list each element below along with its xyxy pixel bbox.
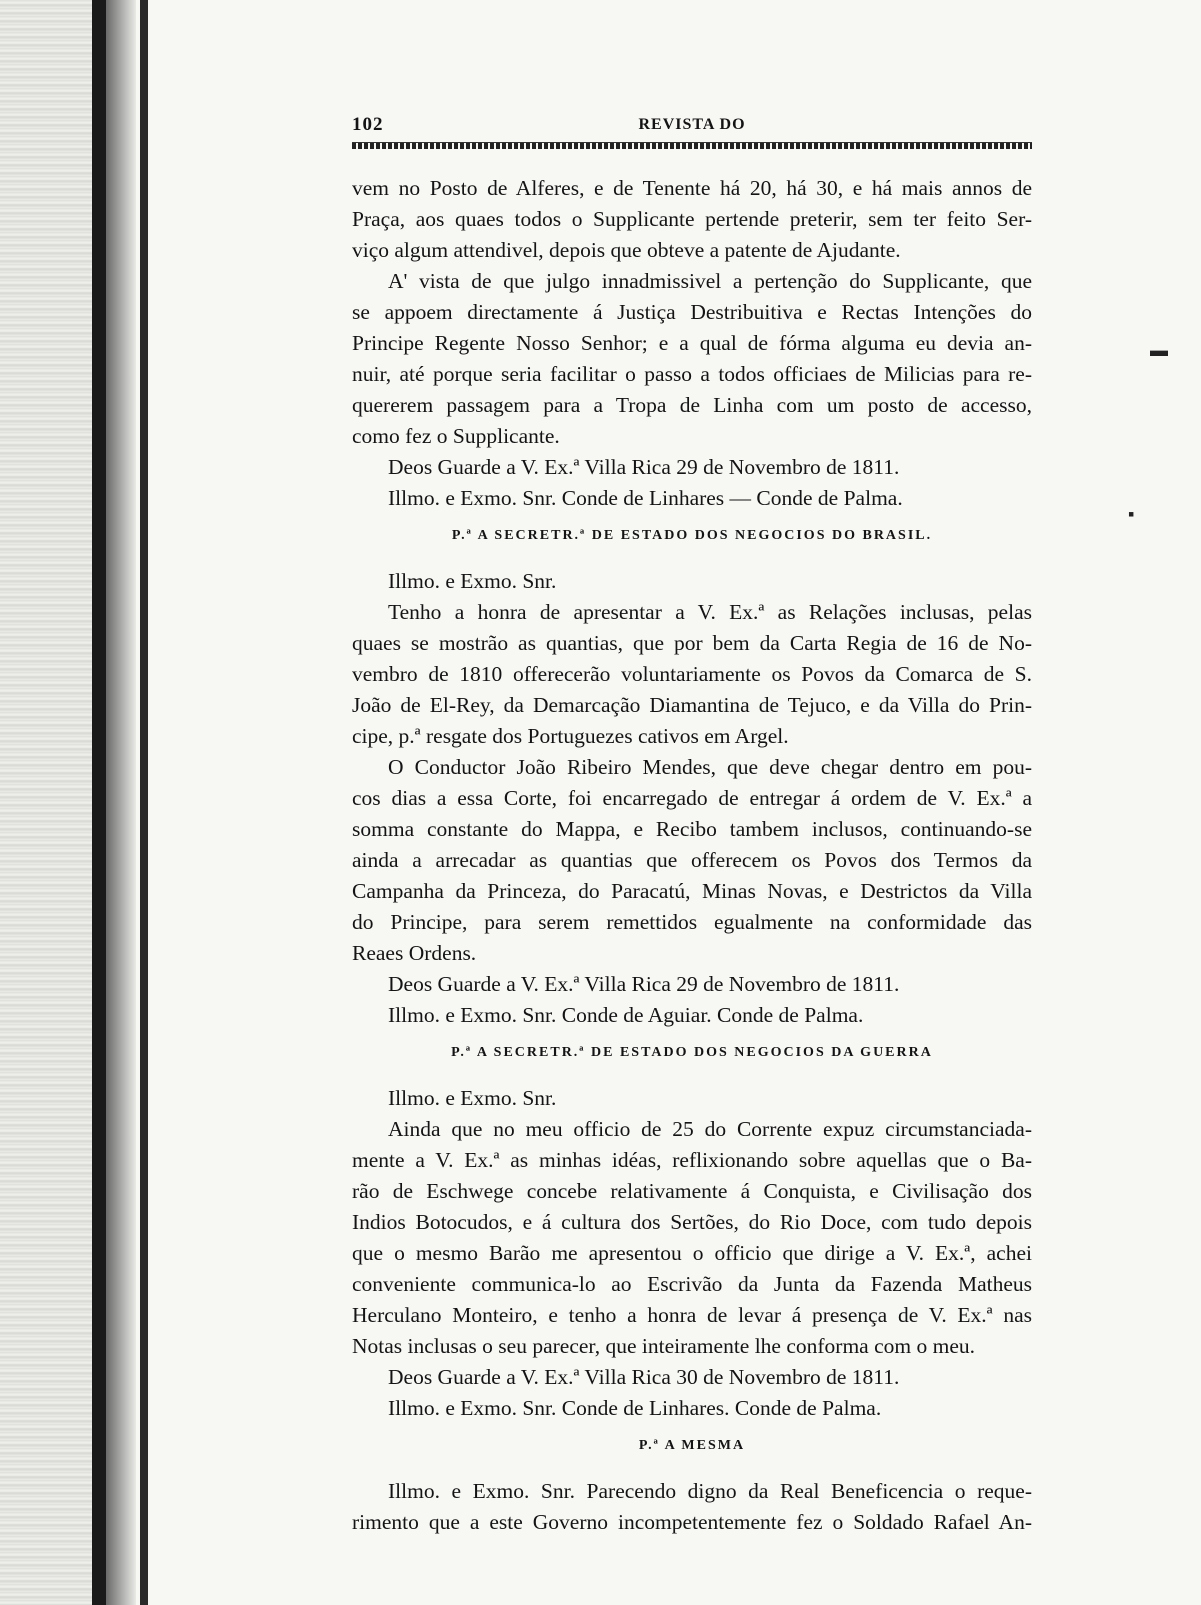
text-line: ainda a arrecadar as quantias que offerecem os Povos dos Termos da — [352, 848, 1032, 872]
book-binding-edge — [0, 0, 160, 1605]
text-line: Campanha da Princeza, do Paracatú, Minas Novas, e Destrictos da Villa — [352, 879, 1032, 903]
text-line: do Principe, para serem remettidos egualmente na conformidade das — [352, 910, 1032, 934]
text-line: Praça, aos quaes todos o Supplicante pertende preterir, sem ter feito Ser- — [352, 207, 1032, 231]
body-text — [352, 173, 1032, 1538]
document-page — [352, 112, 1032, 1538]
text-line: Herculano Monteiro, e tenho a honra de levar á presença de V. Ex.ª nas — [352, 1303, 1032, 1327]
header-rule — [352, 142, 1032, 149]
text-line: Deos Guarde a V. Ex.ª Villa Rica 29 de Novembro de 1811. — [388, 455, 900, 479]
text-line: Illmo. e Exmo. Snr. — [388, 569, 557, 593]
text-line: Deos Guarde a V. Ex.ª Villa Rica 30 de Novembro de 1811. — [388, 1365, 900, 1389]
text-line: Illmo. e Exmo. Snr. Conde de Linhares. Conde de Palma. — [388, 1396, 882, 1420]
gutter-gradient — [106, 0, 136, 1605]
text-line: vem no Posto de Alferes, e de Tenente há 20, há 30, e há mais annos de — [352, 176, 1032, 200]
text-line: mente a V. Ex.ª as minhas idéas, reflixionando sobre aquellas que o Ba- — [352, 1148, 1032, 1172]
text-line: que o mesmo Barão me apresentou o officio que dirige a V. Ex.ª, achei — [352, 1241, 1032, 1265]
running-title: REVISTA DO — [638, 116, 746, 133]
text-line: Ainda que no meu officio de 25 do Corrente expuz circumstanciada- — [388, 1117, 1032, 1141]
text-line: Notas inclusas o seu parecer, que inteiramente lhe conforma com o meu. — [352, 1334, 976, 1358]
text-line: A' vista de que julgo innadmissivel a pertenção do Supplicante, que — [388, 269, 1032, 293]
scanned-gutter — [0, 0, 92, 1605]
page-number: 102 — [352, 114, 384, 135]
text-line: cipe, p.ª resgate dos Portuguezes cativos em Argel. — [352, 724, 789, 748]
margin-mark: ▬ — [1150, 340, 1168, 360]
text-line: Indios Botocudos, e á cultura dos Sertões, do Rio Doce, com tudo depois — [352, 1210, 1032, 1234]
section-heading: P.ª A MESMA — [638, 1438, 746, 1453]
text-line: Reaes Ordens. — [352, 941, 477, 965]
text-line: conveniente communica-lo ao Escrivão da Junta da Fazenda Matheus — [352, 1272, 1032, 1296]
text-line: cos dias a essa Corte, foi encarregado de entregar á ordem de V. Ex.ª a — [352, 786, 1032, 810]
text-line: Tenho a honra de apresentar a V. Ex.ª as Relações inclusas, pelas — [388, 600, 1032, 624]
page-edge-line — [140, 0, 148, 1605]
text-line: Illmo. e Exmo. Snr. Parecendo digno da Real Beneficencia o reque- — [388, 1479, 1032, 1503]
text-line: quaes se mostrão as quantias, que por bem da Carta Regia de 16 de No- — [352, 631, 1032, 655]
text-line: quererem passagem para a Tropa de Linha com um posto de accesso, — [352, 393, 1032, 417]
text-line: como fez o Supplicante. — [352, 424, 560, 448]
text-line: somma constante do Mappa, e Recibo tambem inclusos, continuando-se — [352, 817, 1032, 841]
section-heading: P.ª A SECRETR.ª DE ESTADO DOS NEGOCIOS DO BRASIL. — [451, 528, 933, 543]
section-heading: P.ª A SECRETR.ª DE ESTADO DOS NEGOCIOS DA GUERRA — [451, 1045, 933, 1060]
text-line: rão de Eschwege concebe relativamente á Conquista, e Civilisação dos — [352, 1179, 1032, 1203]
text-line: O Conductor João Ribeiro Mendes, que deve chegar dentro em pou- — [388, 755, 1032, 779]
text-line: João de El-Rey, da Demarcação Diamantina de Tejuco, e da Villa do Prin- — [352, 693, 1032, 717]
text-line: Deos Guarde a V. Ex.ª Villa Rica 29 de Novembro de 1811. — [388, 972, 900, 996]
text-line: vembro de 1810 offerecerão voluntariamente os Povos da Comarca de S. — [352, 662, 1032, 686]
text-line: nuir, até porque seria facilitar o passo a todos officiaes de Milicias para re- — [352, 362, 1032, 386]
margin-mark: ▪ — [1128, 504, 1135, 524]
text-line: Principe Regente Nosso Senhor; e a qual de fórma alguma eu devia an- — [352, 331, 1032, 355]
text-line: Illmo. e Exmo. Snr. — [388, 1086, 557, 1110]
text-line: rimento que a este Governo incompetentemente fez o Soldado Rafael An- — [352, 1510, 1032, 1534]
gutter-shadow — [92, 0, 106, 1605]
text-line: viço algum attendivel, depois que obteve a patente de Ajudante. — [352, 238, 901, 262]
text-line: Illmo. e Exmo. Snr. Conde de Aguiar. Conde de Palma. — [388, 1003, 864, 1027]
text-line: Illmo. e Exmo. Snr. Conde de Linhares — Conde de Palma. — [388, 486, 903, 510]
text-line: se appoem directamente á Justiça Destribuitiva e Rectas Intenções do — [352, 300, 1032, 324]
page-header — [352, 112, 1032, 140]
